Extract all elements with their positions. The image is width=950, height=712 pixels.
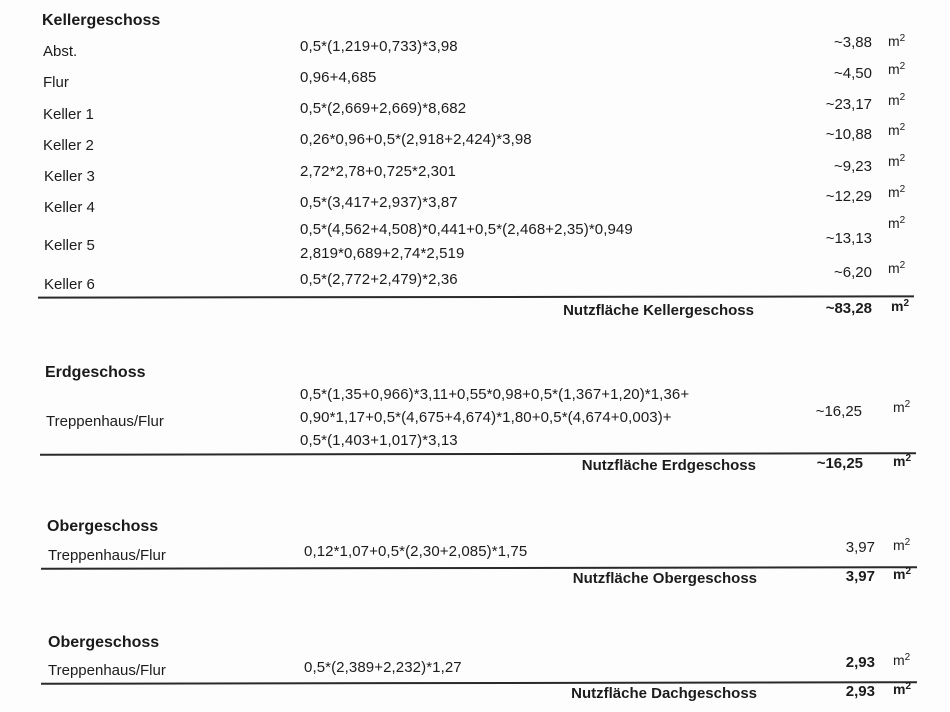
total-label-dachgeschoss: Nutzfläche Dachgeschoss: [571, 685, 757, 702]
room-label: Keller 6: [44, 276, 95, 293]
room-label: Keller 5: [44, 237, 95, 254]
room-label: Treppenhaus/Flur: [48, 547, 166, 564]
area-formula: 0,12*1,07+0,5*(2,30+2,085)*1,75: [304, 543, 528, 560]
area-formula-line-2: 0,90*1,17+0,5*(4,675+4,674)*1,80+0,5*(4,674+0,003)+: [300, 409, 672, 426]
section-heading-erdgeschoss: Erdgeschoss: [45, 364, 146, 381]
area-unit: $m^2$: [888, 184, 906, 200]
section-divider-line: [38, 295, 914, 298]
area-unit: $m^2$: [893, 399, 911, 415]
area-formula: 0,5*(2,772+2,479)*2,36: [300, 271, 458, 288]
total-value-kellergeschoss: ~83,28: [825, 300, 872, 317]
area-unit: $m^2$: [888, 33, 906, 49]
area-value: 3,97: [845, 539, 875, 556]
area-formula-line-1: 0,5*(1,35+0,966)*3,11+0,55*0,98+0,5*(1,367+1,20)*1,36+: [300, 386, 690, 403]
area-formula-line-3: 0,5*(1,403+1,017)*3,13: [300, 432, 458, 449]
total-unit: $m^2$: [893, 453, 912, 469]
section-heading-kellergeschoss: Kellergeschoss: [42, 12, 161, 29]
area-formula-line-1: 0,5*(4,562+4,508)*0,441+0,5*(2,468+2,35)*0,949: [300, 221, 633, 238]
area-unit: $m^2$: [888, 215, 906, 231]
area-value: ~9,23: [834, 158, 872, 175]
total-label-kellergeschoss: Nutzfläche Kellergeschoss: [563, 302, 754, 319]
area-unit: $m^2$: [888, 92, 906, 108]
total-value-erdgeschoss: ~16,25: [816, 455, 863, 472]
area-unit: $m^2$: [888, 61, 906, 77]
total-unit: $m^2$: [893, 566, 912, 582]
total-unit: $m^2$: [893, 681, 912, 697]
area-value: 2,93: [845, 654, 875, 671]
area-value: ~3,88: [834, 34, 872, 51]
area-formula: 0,5*(2,669+2,669)*8,682: [300, 100, 467, 117]
area-formula: 0,96+4,685: [300, 69, 377, 86]
area-unit: $m^2$: [888, 260, 906, 276]
area-formula: 0,5*(2,389+2,232)*1,27: [304, 659, 462, 676]
total-label-obergeschoss: Nutzfläche Obergeschoss: [572, 570, 757, 587]
area-value: ~23,17: [825, 96, 872, 113]
room-label: Keller 3: [44, 168, 95, 185]
area-unit: $m^2$: [893, 537, 911, 553]
section-heading-obergeschoss-2: Obergeschoss: [48, 634, 160, 651]
room-label: Keller 4: [44, 199, 95, 216]
area-value: ~6,20: [834, 264, 872, 281]
total-unit: $m^2$: [891, 298, 910, 314]
total-value-dachgeschoss: 2,93: [845, 683, 875, 700]
total-value-obergeschoss: 3,97: [845, 568, 875, 585]
area-unit: $m^2$: [888, 153, 906, 169]
area-unit: $m^2$: [893, 652, 911, 668]
room-label: Keller 2: [43, 137, 94, 154]
area-value: ~10,88: [825, 126, 872, 143]
room-label: Abst.: [43, 43, 78, 60]
total-label-erdgeschoss: Nutzfläche Erdgeschoss: [581, 457, 756, 474]
area-value: ~13,13: [825, 230, 872, 247]
area-formula: 0,26*0,96+0,5*(2,918+2,424)*3,98: [300, 131, 532, 148]
area-value: ~4,50: [834, 65, 872, 82]
area-formula: 0,5*(3,417+2,937)*3,87: [300, 194, 458, 211]
room-label: Flur: [43, 74, 69, 91]
area-formula: 0,5*(1,219+0,733)*3,98: [300, 38, 458, 55]
area-unit: $m^2$: [888, 122, 906, 138]
section-heading-obergeschoss: Obergeschoss: [47, 518, 159, 535]
area-formula: 2,72*2,78+0,725*2,301: [300, 163, 456, 180]
room-label: Treppenhaus/Flur: [46, 413, 164, 430]
area-value: ~12,29: [825, 188, 872, 205]
area-value: ~16,25: [815, 403, 862, 420]
room-label: Treppenhaus/Flur: [48, 662, 166, 679]
area-formula-line-2: 2,819*0,689+2,74*2,519: [300, 245, 465, 262]
room-label: Keller 1: [43, 106, 94, 123]
